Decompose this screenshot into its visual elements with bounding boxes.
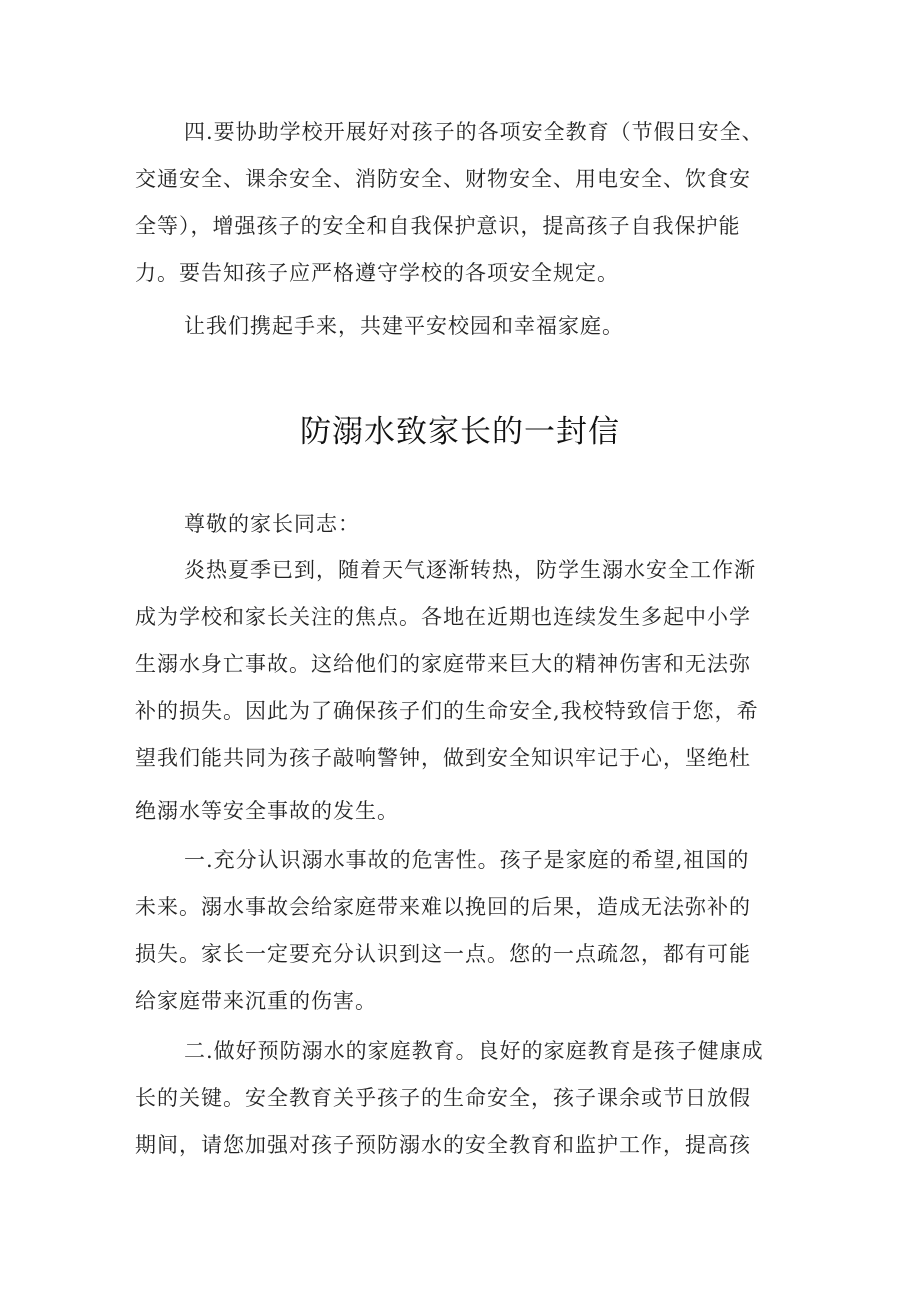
text-line: 绝溺水等安全事故的发生。: [135, 799, 399, 823]
text-line: 炎热夏季已到，随着天气逐渐转热，防学生溺水安全工作渐: [184, 558, 756, 582]
text-line: 全等），增强孩子的安全和自我保护意识，提高孩子自我保护能: [135, 214, 741, 238]
text-line: 长的关键。安全教育关乎孩子的生命安全，孩子课余或节日放假: [135, 1086, 751, 1110]
text-line: 望我们能共同为孩子敲响警钟，做到安全知识牢记于心，坚绝杜: [135, 746, 751, 770]
text-line: 四.要协助学校开展好对孩子的各项安全教育（节假日安全、: [184, 120, 764, 144]
text-line: 补的损失。因此为了确保孩子们的生命安全,我校特致信于您，希: [135, 699, 759, 723]
text-line: 给家庭带来沉重的伤害。: [135, 989, 377, 1013]
text-line: 期间，请您加强对孩子预防溺水的安全教育和监护工作，提高孩: [135, 1133, 751, 1157]
letter-title: 防溺水致家长的一封信: [300, 414, 620, 450]
text-line: 让我们携起手来，共建平安校园和幸福家庭。: [184, 314, 624, 338]
text-line: 一.充分认识溺水事故的危害性。孩子是家庭的希望,祖国的: [184, 848, 750, 872]
text-line: 二.做好预防溺水的家庭教育。良好的家庭教育是孩子健康成: [184, 1039, 764, 1063]
text-line: 力。要告知孩子应严格遵守学校的各项安全规定。: [135, 261, 619, 285]
text-line: 未来。溺水事故会给家庭带来难以挽回的后果，造成无法弥补的: [135, 895, 751, 919]
text-line: 成为学校和家长关注的焦点。各地在近期也连续发生多起中小学: [135, 605, 751, 629]
salutation: 尊敬的家长同志：: [184, 512, 360, 536]
text-line: 交通安全、课余安全、消防安全、财物安全、用电安全、饮食安: [135, 167, 751, 191]
text-line: 生溺水身亡事故。这给他们的家庭带来巨大的精神伤害和无法弥: [135, 652, 751, 676]
text-line: 损失。家长一定要充分认识到这一点。您的一点疏忽，都有可能: [135, 942, 751, 966]
